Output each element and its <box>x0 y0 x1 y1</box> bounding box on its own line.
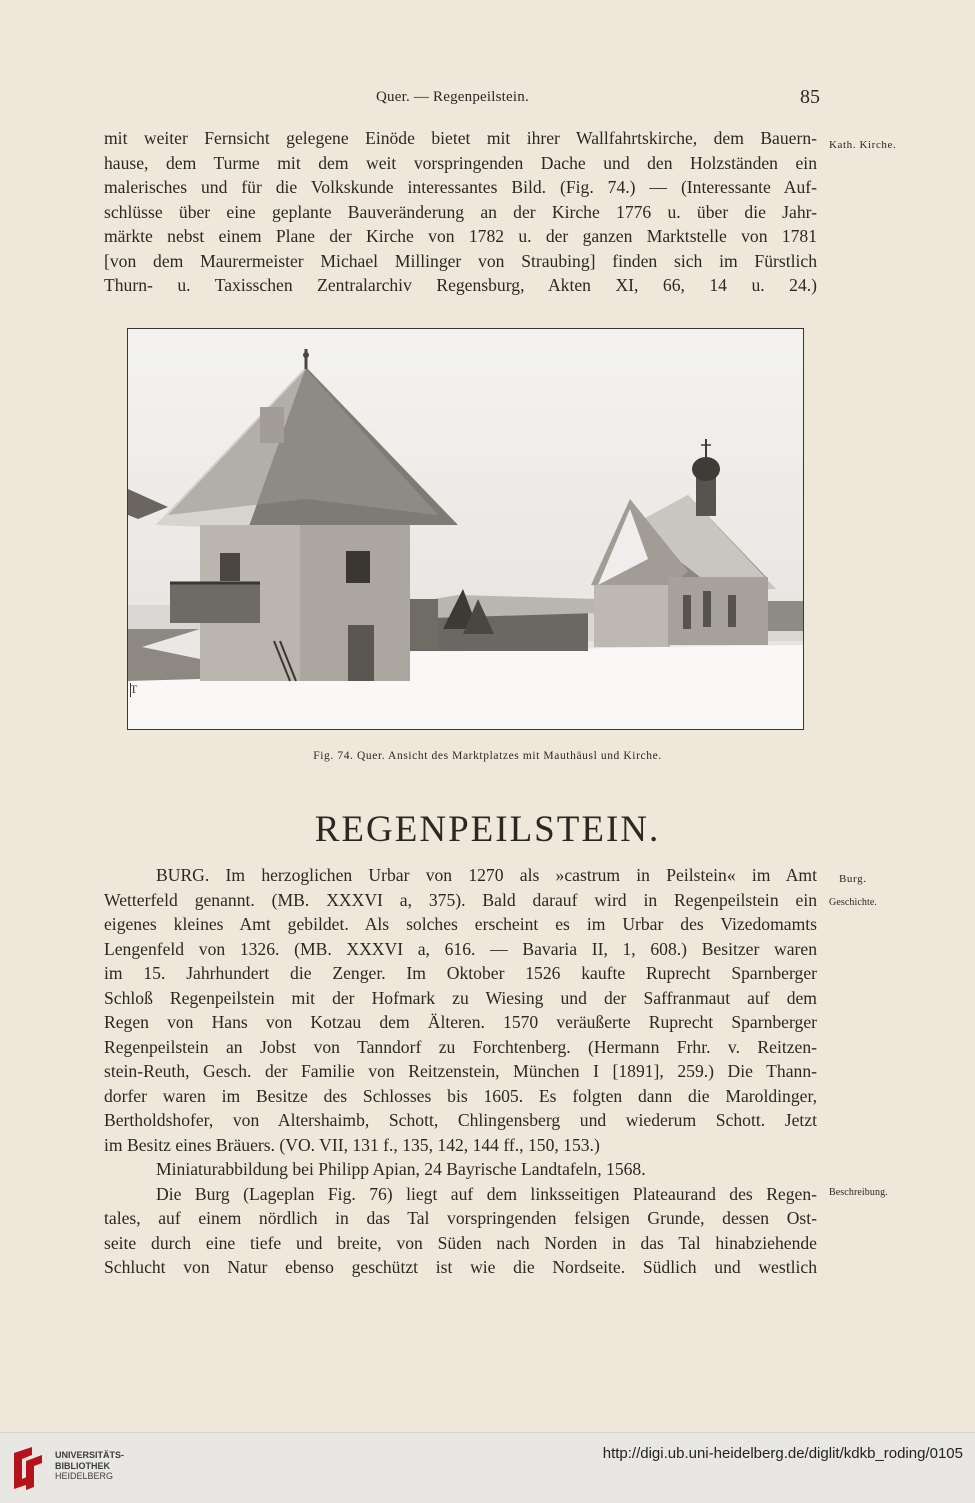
text-line: Schlucht von Natur ebenso geschützt ist wie die Nordseite. Südlich und westlich <box>104 1257 817 1277</box>
text-line: hause, dem Turme mit dem weit vorspringenden Dache und den Holzständen ein <box>104 152 817 173</box>
text-line: malerisches und für die Volkskunde interessantes Bild. (Fig. 74.) — (Interessante Auf- <box>104 177 817 197</box>
logo-line: BIBLIOTHEK <box>55 1460 110 1471</box>
margin-note-beschreibung: Beschreibung. <box>829 1187 888 1198</box>
text-line: Regenpeilstein an Jobst von Tanndorf zu Forchtenberg. (Hermann Frhr. v. Reitzen- <box>104 1036 817 1057</box>
figure-photo <box>127 328 804 730</box>
text-line: mit weiter Fernsicht gelegene Einöde bietet mit ihrer Wallfahrtskirche, dem Bauern- <box>104 128 817 148</box>
logo-line: UNIVERSITÄTS- <box>55 1450 125 1460</box>
text-line: tales, auf einem nördlich in das Tal vorspringenden felsigen Grunde, dessen Ost- <box>104 1208 817 1228</box>
text-line: Schloß Regenpeilstein mit der Hofmark zu Wiesing und der Saffranmaut auf dem <box>104 987 817 1008</box>
running-title: Quer. — Regenpeilstein. <box>376 89 529 105</box>
text-line: seite durch eine tiefe und breite, von Süden nach Norden in das Tal hinabziehende <box>104 1232 817 1253</box>
text-line: Lengenfeld von 1326. (MB. XXXVI a, 616. — Bavaria II, 1, 608.) Besitzer waren <box>104 938 817 959</box>
text-line: Thurn- u. Taxisschen Zentralarchiv Regensburg, Akten XI, 66, 14 u. 24.) <box>104 275 817 295</box>
text-line: [von dem Maurermeister Michael Millinger von Straubing] finden sich im Fürstlich <box>104 250 817 271</box>
viewer-footer <box>0 1432 975 1503</box>
running-header <box>0 86 975 110</box>
section-heading: REGENPEILSTEIN. <box>314 809 661 850</box>
text-line: Wetterfeld genannt. (MB. XXXVI a, 375). Bald darauf wird in Regenpeilstein ein <box>104 889 817 910</box>
library-logo-icon <box>10 1445 46 1491</box>
margin-note-geschichte: Geschichte. <box>829 897 878 908</box>
permalink-url[interactable]: http://digi.ub.uni-heidelberg.de/diglit/kdkb_roding/0105 <box>602 1445 963 1462</box>
library-logo-text <box>55 1450 124 1482</box>
text-line: märkte nebst einem Plane der Kirche von 1782 u. der ganzen Marktstelle von 1781 <box>104 226 817 246</box>
text-line: stein-Reuth, Gesch. der Familie von Reitzenstein, München I [1891], 259.) Die Thann- <box>104 1061 817 1081</box>
text-line: im 15. Jahrhundert die Zenger. Im Oktober 1526 kaufte Ruprecht Sparnberger <box>104 963 817 983</box>
page-number: 85 <box>800 86 820 108</box>
text-line: dorfer waren im Besitze des Schlosses bis 1605. Es folgten dann die Maroldinger, <box>104 1085 817 1106</box>
photo-illustration <box>128 329 803 729</box>
burg-paragraph <box>104 863 817 1280</box>
text-line: Miniaturabbildung bei Philipp Apian, 24 Bayrische Landtafeln, 1568. <box>156 1159 646 1179</box>
margin-note-burg: Burg. <box>839 873 867 885</box>
logo-line: HEIDELBERG <box>55 1471 114 1481</box>
text-line: Bertholdshofer, von Altershaimb, Schott, Chlingensberg und wiederum Schott. Jetzt <box>104 1110 817 1130</box>
intro-paragraph <box>104 126 817 298</box>
margin-note-kirche: Kath. Kirche. <box>829 139 897 151</box>
corner-mark: T <box>130 682 138 696</box>
text-line: BURG. Im herzoglichen Urbar von 1270 als »castrum in Peilstein« im Amt <box>156 865 817 885</box>
figure-caption: Fig. 74. Quer. Ansicht des Marktplatzes mit Mauthäusl und Kirche. <box>313 750 662 762</box>
text-line: Die Burg (Lageplan Fig. 76) liegt auf dem linksseitigen Plateaurand des Regen- <box>156 1183 817 1204</box>
text-line: im Besitz eines Bräuers. (VO. VII, 131 f., 135, 142, 144 ff., 150, 153.) <box>104 1134 600 1155</box>
text-line: eigenes kleines Amt gebildet. Als solches erscheint es im Urbar des Vizedomamts <box>104 914 817 934</box>
text-line: Regen von Hans von Kotzau dem Älteren. 1570 veräußerte Ruprecht Sparnberger <box>104 1012 817 1032</box>
text-line: schlüsse über eine geplante Bauveränderung an der Kirche 1776 u. über die Jahr- <box>104 201 817 222</box>
